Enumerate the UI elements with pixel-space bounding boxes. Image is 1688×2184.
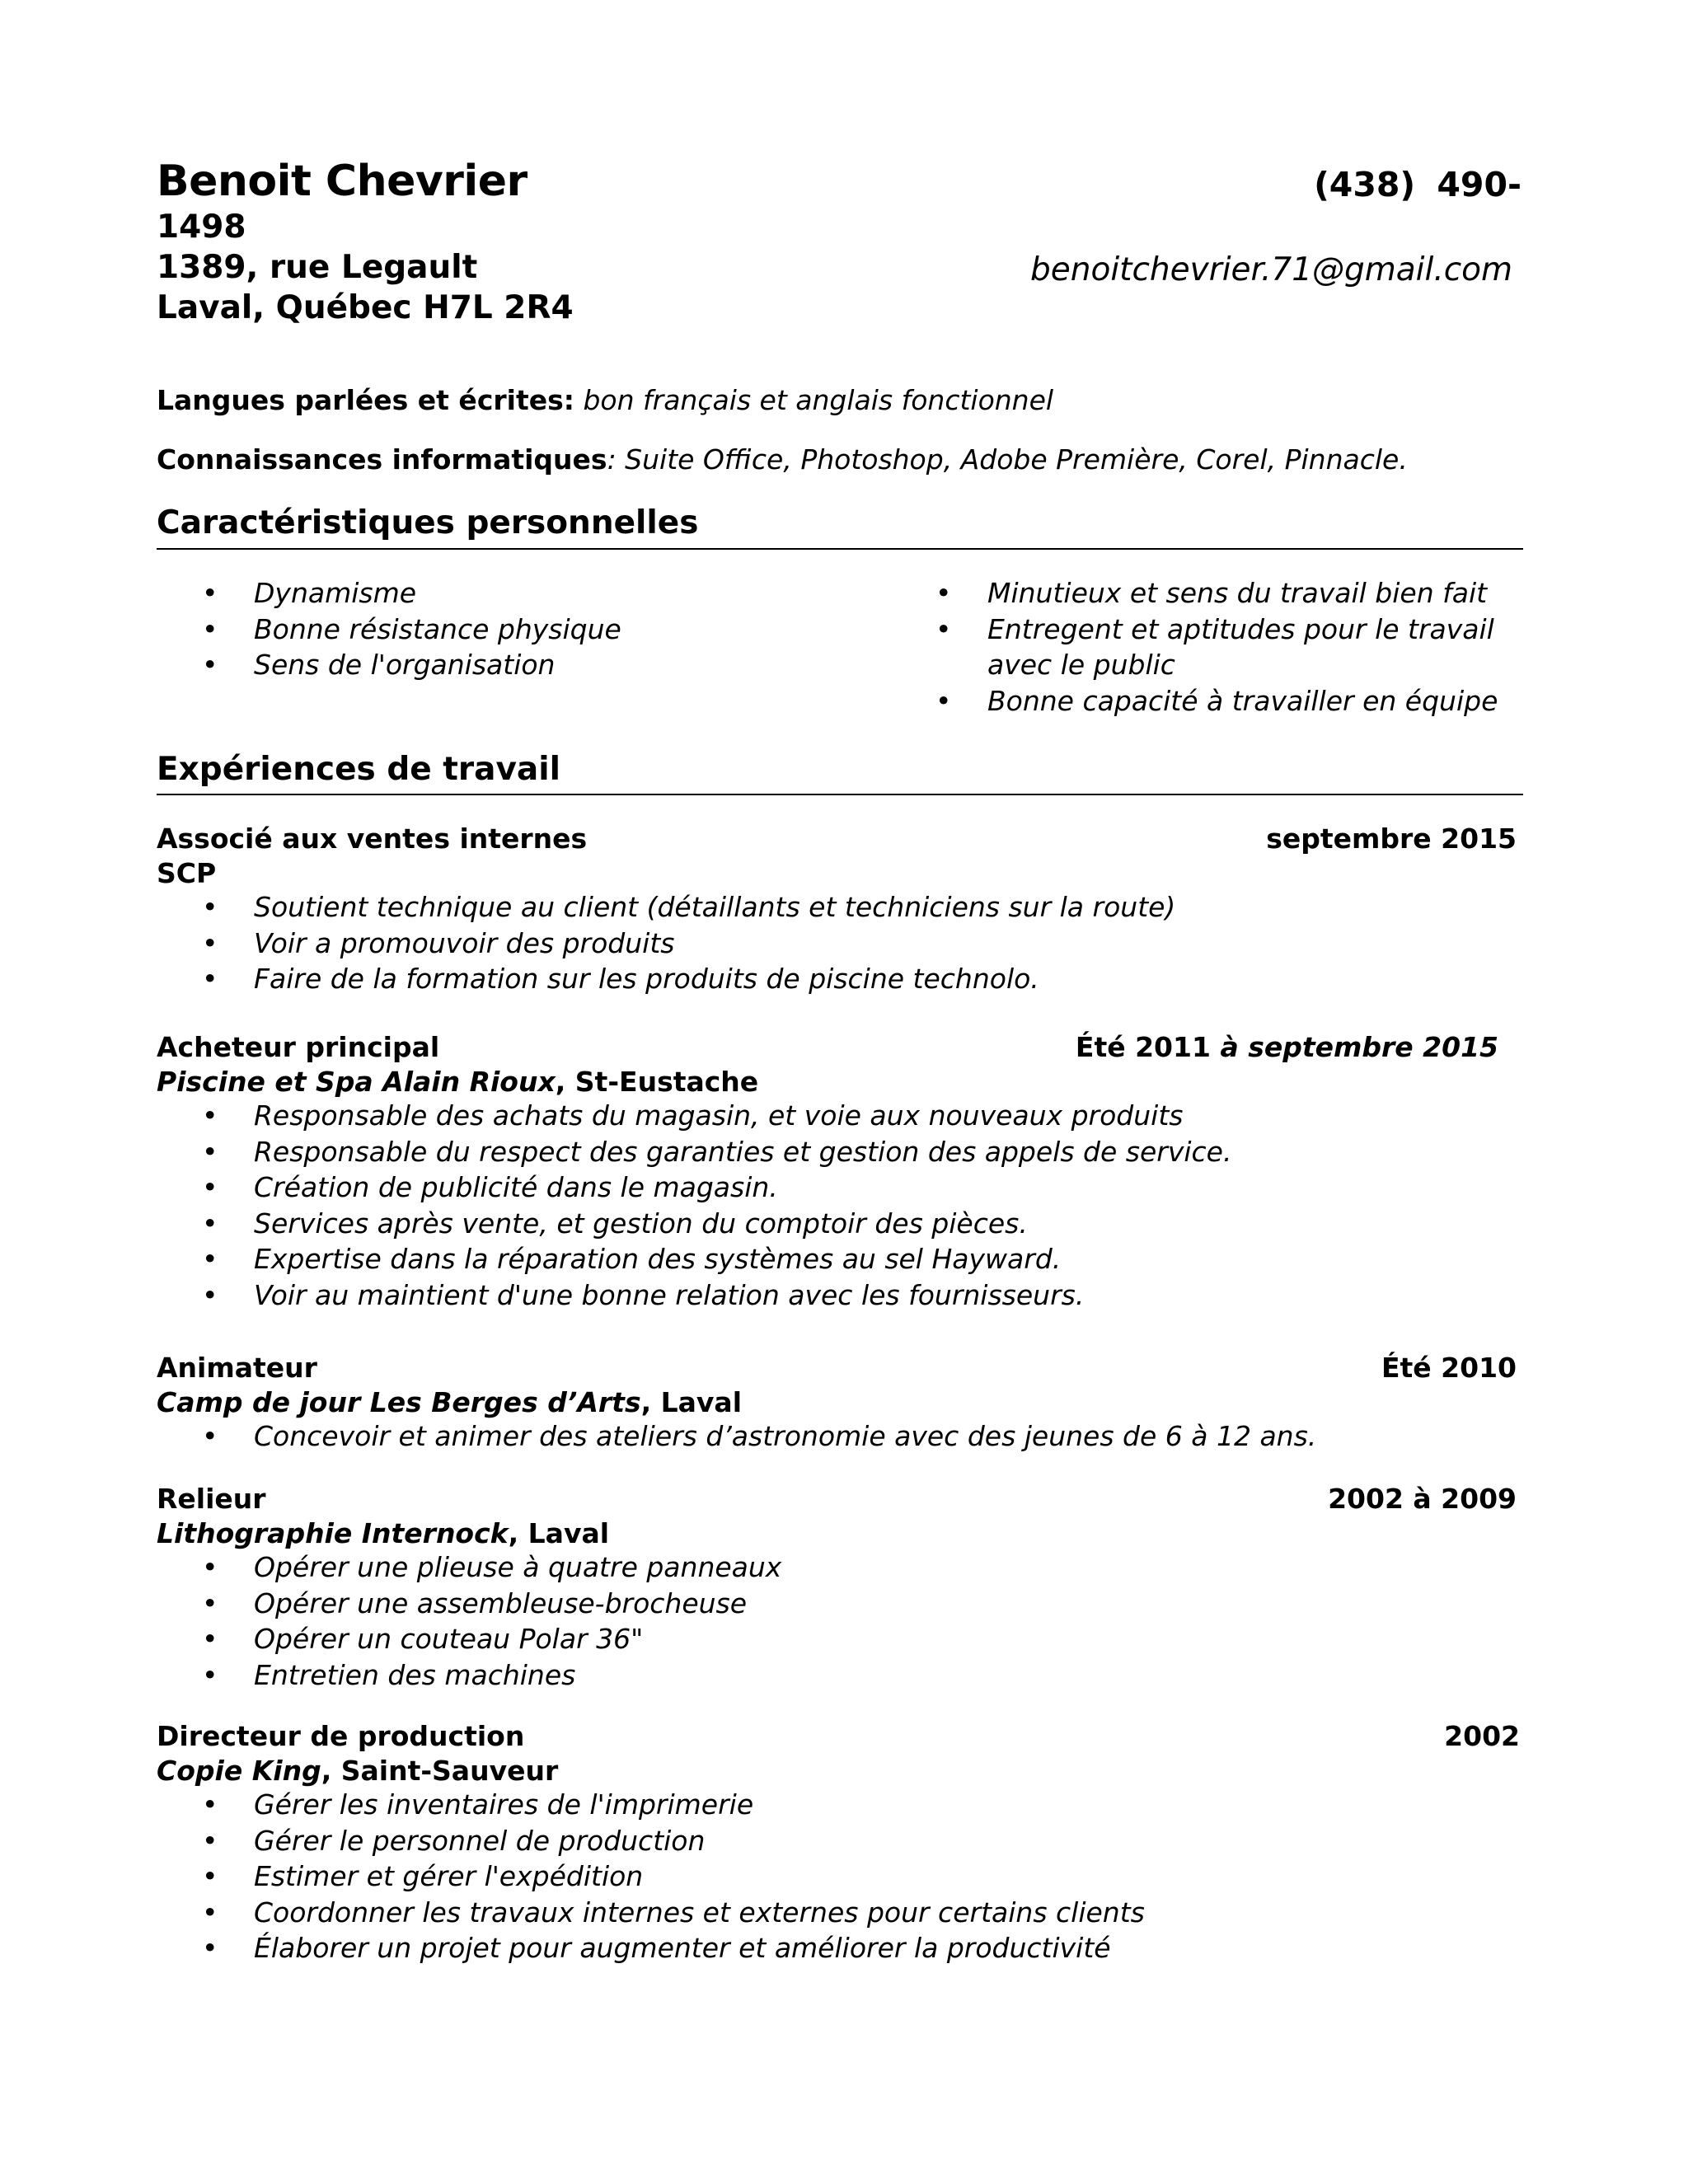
computer-skills-value: : Suite Office, Photoshop, Adobe Première, Corel, Pinnacle. (607, 443, 1408, 476)
list-item: • Voir au maintient d'une bonne relation avec les fournisseurs. (157, 1277, 1231, 1314)
address-city: Laval, Québec H7L 2R4 (157, 289, 574, 326)
phone-number-part1: (438) 490- (1314, 165, 1522, 204)
job-date (1076, 1031, 1498, 1063)
list-item: • Estimer et gérer l'expédition (157, 1858, 1145, 1895)
job-title: Acheteur principal (157, 1031, 440, 1063)
characteristics-heading: Caractéristiques personnelles (157, 504, 699, 541)
job-date: Été 2010 (1381, 1352, 1517, 1384)
characteristics-left-list (157, 575, 621, 683)
list-item: • Expertise dans la réparation des systèmes au sel Hayward. (157, 1241, 1231, 1277)
job-task-list (157, 1787, 1145, 1966)
languages-line (157, 384, 1053, 416)
phone-number-part2: 1498 (157, 209, 246, 246)
list-item: • Création de publicité dans le magasin. (157, 1169, 1231, 1206)
job-date-end: à septembre 2015 (1220, 1031, 1498, 1063)
company-name-italic: Piscine et Spa Alain Rioux (157, 1066, 556, 1098)
company-name-italic: Camp de jour Les Berges d’Arts (157, 1386, 641, 1418)
company-name (157, 1066, 758, 1098)
company-name-italic: Lithographie Internock (157, 1517, 509, 1549)
list-item: • Faire de la formation sur les produits de piscine technolo. (157, 961, 1175, 997)
list-item: • Minutieux et sens du travail bien fait (890, 575, 1500, 612)
job-title: Directeur de production (157, 1720, 525, 1752)
list-item: • Responsable du respect des garanties et gestion des appels de service. (157, 1134, 1231, 1170)
job-date: 2002 (1444, 1720, 1520, 1752)
list-item: • Opérer un couteau Polar 36" (157, 1621, 781, 1657)
experience-heading: Expériences de travail (157, 751, 560, 788)
job-title: Associé aux ventes internes (157, 823, 588, 855)
list-item: • Bonne capacité à travailler en équipe (890, 683, 1500, 719)
list-item: • Coordonner les travaux internes et externes pour certains clients (157, 1895, 1145, 1931)
characteristics-right-list (890, 575, 1500, 719)
list-item: • Élaborer un projet pour augmenter et améliorer la productivité (157, 1930, 1145, 1966)
job-task-list (157, 889, 1175, 997)
company-name (157, 1386, 742, 1418)
company-location: , St-Eustache (555, 1066, 759, 1098)
job-date: 2002 à 2009 (1328, 1483, 1517, 1515)
list-item: • Entregent et aptitudes pour le travail avec le public (890, 612, 1500, 683)
job-date-start: Été 2011 (1075, 1031, 1221, 1063)
address-street: 1389, rue Legault (157, 249, 478, 286)
company-location: , Laval (640, 1386, 743, 1418)
list-item: • Sens de l'organisation (157, 647, 621, 683)
job-date: septembre 2015 (1266, 823, 1517, 855)
email-address: benoitchevrier.71@gmail.com (1030, 251, 1513, 288)
candidate-name: Benoit Chevrier (157, 157, 528, 206)
list-item: • Gérer le personnel de production (157, 1823, 1145, 1859)
list-item: • Dynamisme (157, 575, 621, 612)
computer-skills-line (157, 443, 1408, 476)
company-name-italic: Copie King (157, 1755, 321, 1787)
section-divider (157, 548, 1523, 550)
list-item: • Opérer une plieuse à quatre panneaux (157, 1549, 781, 1586)
list-item: • Gérer les inventaires de l'imprimerie (157, 1787, 1145, 1823)
list-item: • Opérer une assembleuse-brocheuse (157, 1586, 781, 1622)
job-task-list (157, 1098, 1231, 1313)
company-name: SCP (157, 857, 217, 889)
list-item: • Services après vente, et gestion du comptoir des pièces. (157, 1206, 1231, 1242)
computer-skills-label: Connaissances informatiques (157, 443, 607, 476)
list-item: • Soutient technique au client (détaillants et techniciens sur la route) (157, 889, 1175, 926)
list-item: • Responsable des achats du magasin, et voie aux nouveaux produits (157, 1098, 1231, 1134)
company-name (157, 1755, 558, 1787)
list-item: • Voir a promouvoir des produits (157, 926, 1175, 962)
list-item: • Concevoir et animer des ateliers d’astronomie avec des jeunes de 6 à 12 ans. (157, 1418, 1316, 1455)
company-location: , Saint-Sauveur (321, 1755, 559, 1787)
job-title: Relieur (157, 1483, 266, 1515)
languages-label: Langues parlées et écrites: (157, 384, 574, 416)
section-divider (157, 794, 1523, 795)
company-location: , Laval (508, 1517, 610, 1549)
company-name (157, 1517, 609, 1549)
list-item: • Bonne résistance physique (157, 612, 621, 648)
job-task-list (157, 1418, 1316, 1455)
job-title: Animateur (157, 1352, 317, 1384)
job-task-list (157, 1549, 781, 1693)
list-item: • Entretien des machines (157, 1657, 781, 1694)
languages-value: bon français et anglais fonctionnel (583, 384, 1054, 416)
